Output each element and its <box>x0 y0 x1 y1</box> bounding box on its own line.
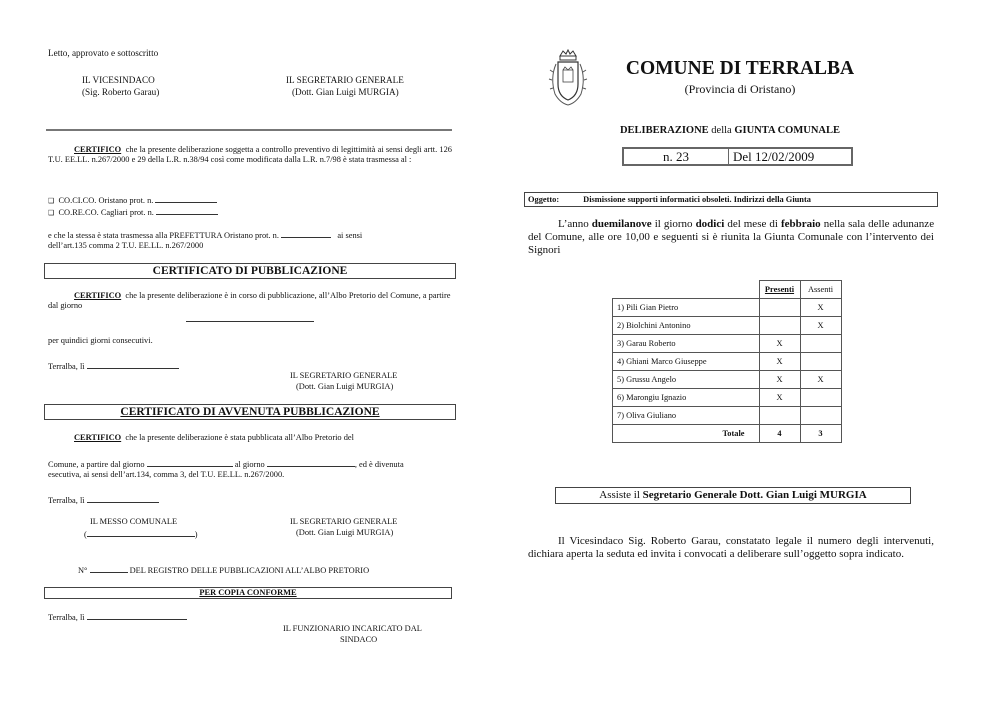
funzionario-sindaco: SINDACO <box>340 635 378 644</box>
oggetto-box: Oggetto: Dismissione supporti informatici obsoleti. Indirizzi della Giunta <box>524 192 938 207</box>
publication-certificate-title: CERTIFICATO DI PUBBLICAZIONE <box>44 263 456 279</box>
provincia-subtitle: (Provincia di Oristano) <box>684 82 796 96</box>
publication-text: CERTIFICO che la presente deliberazione è in corso di pubblicazione, all’Albo Pretorio del Comune, a partire dal giorno <box>48 291 451 310</box>
copia-conforme: PER COPIA CONFORME <box>44 587 452 599</box>
seduta-intro: L’anno duemilanove il giorno dodici del mese di febbraio nella sala delle adunanze del Comune, alle ore 10,00 e seguenti si è riunita la Giunta Comunale con l’intervento dei Signori <box>528 218 935 256</box>
table-row: 4) Ghiani Marco Giuseppe X <box>613 353 842 371</box>
attendance-table <box>612 280 842 443</box>
fifteen-days-text: per quindici giorni consecutivi. <box>48 336 153 345</box>
messo-signature: ( ) <box>84 530 198 539</box>
delibera-date: Del 12/02/2009 <box>733 149 815 164</box>
certificate-control <box>48 145 452 165</box>
table-row: 3) Garau Roberto X <box>613 335 842 353</box>
secretary-title: IL SEGRETARIO GENERALE <box>286 75 404 85</box>
table-row: 5) Grussu Angelo X X <box>613 371 842 389</box>
coreco-item-cocico: ❑ CO.CI.CO. Oristano prot. n. <box>48 194 218 206</box>
date-blank <box>186 321 314 322</box>
header-assenti: Assenti <box>800 281 841 299</box>
certifico-label: CERTIFICO <box>74 145 122 154</box>
secretary-title-2: IL SEGRETARIO GENERALE <box>290 371 398 380</box>
terralba-date-3: Terralba, lì <box>48 611 187 623</box>
vicesindaco-name: (Sig. Roberto Garau) <box>82 87 160 97</box>
coreco-item-coreco: ❑ CO.RE.CO. Cagliari prot. n. <box>48 206 218 218</box>
comune-dates-text: Comune, a partire dal giorno al giorno , ed è divenuta esecutiva, ai sensi dell’art.134, comma 3, del T.U. EE.LL. n.267/2000. <box>48 460 404 479</box>
coat-of-arms-icon <box>547 48 589 108</box>
totale-assenti: 3 <box>800 425 841 443</box>
messo-title: IL MESSO COMUNALE <box>90 517 178 526</box>
secretary-name-2: (Dott. Gian Luigi MURGIA) <box>296 382 394 391</box>
table-row: 2) Biolchini Antonino X <box>613 317 842 335</box>
prefettura-text: e che la stessa è stata trasmessa alla PREFETTURA Oristano prot. n. ai sensi dell’art.135 comma 2 T.U. EE.LL. n.267/2000 <box>48 231 363 250</box>
totale-row <box>613 425 842 443</box>
delibera-number-box <box>622 147 853 166</box>
secretary-name: (Dott. Gian Luigi MURGIA) <box>292 87 399 97</box>
terralba-date-1: Terralba, lì <box>48 360 179 372</box>
terralba-date-2: Terralba, lì <box>48 494 159 506</box>
comune-title: COMUNE DI TERRALBA <box>625 58 855 79</box>
table-row: 7) Oliva Giuliano <box>613 407 842 425</box>
header-presenti: Presenti <box>759 281 800 299</box>
assiste-box: Assiste il Segretario Generale Dott. Gian Luigi MURGIA <box>555 487 911 504</box>
totale-label: Totale <box>613 425 760 443</box>
table-row: 6) Marongiu Ignazio X <box>613 389 842 407</box>
totale-presenti: 4 <box>759 425 800 443</box>
registro-text: N° DEL REGISTRO DELLE PUBBLICAZIONI ALL’ALBO PRETORIO <box>78 566 370 575</box>
delibera-number: n. 23 <box>624 149 729 164</box>
vicesindaco-title: IL VICESINDACO <box>82 75 155 85</box>
secretary-title-3: IL SEGRETARIO GENERALE <box>290 517 398 526</box>
coreco-list <box>48 194 218 218</box>
attendance-header-row <box>613 281 842 299</box>
divider-line <box>46 129 452 131</box>
deliberazione-heading: DELIBERAZIONE della GIUNTA COMUNALE <box>619 125 841 136</box>
table-row: 1) Pili Gian Pietro X <box>613 299 842 317</box>
secretary-name-3: (Dott. Gian Luigi MURGIA) <box>296 528 394 537</box>
opening-text: Il Vicesindaco Sig. Roberto Garau, constatato legale il numero degli intervenuti, dichiara aperta la seduta ed invita i convocati a deliberare sull’oggetto sopra indicato. <box>528 535 934 560</box>
approval-line: Letto, approvato e sottoscritto <box>48 48 159 58</box>
avvenuta-certificate-title: CERTIFICATO DI AVVENUTA PUBBLICAZIONE <box>44 404 456 420</box>
funzionario-title: IL FUNZIONARIO INCARICATO DAL <box>283 624 422 633</box>
avvenuta-text: CERTIFICO che la presente deliberazione è stata pubblicata all’Albo Pretorio del <box>74 433 354 442</box>
certificate-control-text: che la presente deliberazione soggetta a controllo preventivo di legittimità ai sensi degli artt. 126 T.U. EE.LL. n.267/2000 e 29 della L.R. n.38/94 così come modificata dalla L.R. n.7/98 è stata trasmessa al : <box>48 145 452 164</box>
